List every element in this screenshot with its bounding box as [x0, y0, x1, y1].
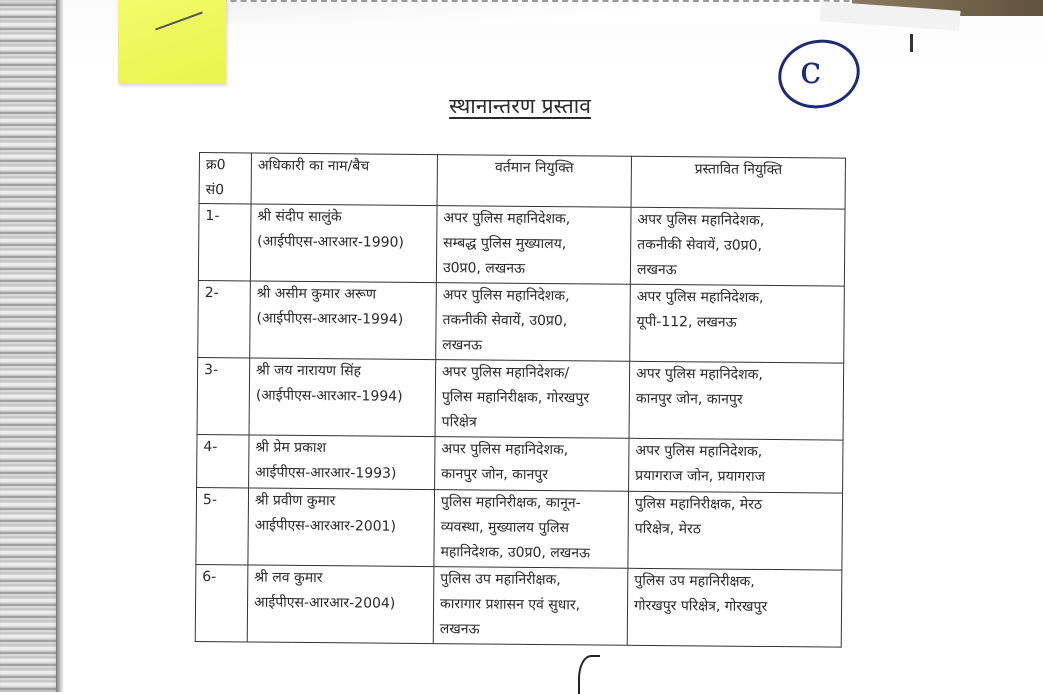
header-proposed-posting	[631, 156, 845, 209]
header-serial-line-1: क्र0	[205, 157, 226, 174]
officer-cell	[248, 488, 435, 567]
header-serial	[199, 153, 251, 204]
document-title: स्थानान्तरण प्रस्ताव	[449, 94, 591, 118]
proposed-posting-cell	[630, 284, 845, 363]
serial-cell: 6-	[195, 564, 248, 641]
cell-text: परिक्षेत्र, मेरठ	[634, 520, 701, 538]
header-current-label: वर्तमान नियुक्ति	[494, 159, 574, 177]
table-row	[195, 564, 842, 647]
cell-text: कानपुर जोन, कानपुर	[441, 466, 549, 484]
transfer-proposal-table	[195, 152, 846, 648]
table-row	[198, 280, 845, 363]
officer-cell	[250, 204, 437, 283]
serial-cell: 5-	[196, 487, 249, 564]
cell-text: प्रयागराज जोन, प्रयागराज	[635, 467, 766, 485]
cell-text: पुलिस महानिरीक्षक, कानून-	[440, 494, 581, 512]
cell-text: तकनीकी सेवायें, उ0प्र0,	[637, 236, 763, 254]
current-posting-cell	[436, 283, 631, 362]
proposed-posting-cell	[627, 568, 842, 647]
serial-cell: 1-	[198, 204, 251, 281]
margin-mark	[910, 34, 913, 52]
cell-text: सम्बद्ध पुलिस मुख्यालय,	[443, 235, 567, 253]
cell-text: गोरखपुर परिक्षेत्र, गोरखपुर	[633, 597, 768, 615]
cell-text: अपर पुलिस महानिदेशक/	[442, 364, 570, 382]
cell-text: व्यवस्था, मुख्यालय पुलिस	[440, 519, 570, 537]
officer-cell	[249, 358, 436, 437]
officer-name: श्री असीम कुमार अरूण	[256, 285, 377, 303]
handwritten-letter: c	[800, 48, 822, 92]
cell-text: महानिदेशक, उ0प्र0, लखनऊ	[440, 544, 591, 562]
cell-text: उ0प्र0, लखनऊ	[442, 260, 526, 277]
cell-text: पुलिस उप महानिरीक्षक,	[440, 571, 561, 589]
current-posting-cell	[433, 567, 628, 646]
officer-name: श्री संदीप सालुंके	[257, 208, 342, 226]
header-officer-label: अधिकारी का नाम/बैच	[257, 157, 370, 175]
officer-name: श्री प्रवीण कुमार	[254, 492, 336, 510]
current-posting-cell	[435, 360, 630, 439]
table-row	[197, 357, 844, 440]
cell-text: तकनीकी सेवायें, उ0प्र0,	[442, 312, 568, 330]
serial-cell: 3-	[197, 357, 250, 434]
cell-text: अपर पुलिस महानिदेशक,	[442, 287, 570, 305]
officer-batch: (आईपीएस-आरआर-1994)	[255, 387, 403, 405]
paper-top-edge	[120, 0, 920, 24]
table-header-row	[199, 153, 845, 210]
proposed-posting-cell	[629, 361, 844, 440]
cell-text: लखनऊ	[439, 621, 480, 638]
officer-cell	[249, 435, 435, 490]
sticky-note	[118, 0, 226, 84]
cell-text: पुलिस महानिरीक्षक, मेरठ	[634, 495, 763, 513]
table-row	[196, 487, 843, 570]
binder-shadow	[56, 0, 64, 692]
proposed-posting-cell	[630, 207, 845, 286]
serial-cell: 2-	[198, 280, 251, 357]
cell-text: अपर पुलिस महानिदेशक,	[443, 210, 571, 228]
header-serial-line-2: सं0	[205, 182, 225, 199]
handwritten-signature	[578, 655, 600, 694]
header-proposed-label: प्रस्तावित नियुक्ति	[694, 161, 783, 179]
binder-edge	[0, 0, 62, 692]
serial-cell: 4-	[197, 434, 249, 487]
cell-text: कारागार प्रशासन एवं सुधार,	[439, 596, 581, 614]
cell-text: अपर पुलिस महानिदेशक,	[635, 442, 763, 460]
cell-text: पुलिस महानिरीक्षक, गोरखपुर	[441, 389, 590, 407]
cell-text: पुलिस उप महानिरीक्षक,	[634, 572, 755, 590]
cell-text: अपर पुलिस महानिदेशक,	[636, 365, 763, 383]
cell-text: अपर पुलिस महानिदेशक,	[637, 211, 765, 229]
officer-cell	[250, 281, 437, 360]
current-posting-cell	[436, 206, 631, 285]
proposed-posting-cell	[629, 438, 843, 493]
cell-text: परिक्षेत्र	[441, 414, 477, 431]
header-officer	[251, 153, 437, 206]
officer-cell	[247, 565, 434, 644]
table-row	[198, 204, 845, 287]
officer-batch: आईपीएस-आरआर-2004)	[254, 594, 396, 612]
officer-batch: (आईपीएस-आरआर-1994)	[256, 310, 404, 328]
officer-batch: आईपीएस-आरआर-2001)	[254, 517, 397, 535]
officer-name: श्री जय नारायण सिंह	[256, 362, 362, 380]
current-posting-cell	[434, 490, 629, 569]
cell-text: कानपुर जोन, कानपुर	[635, 390, 743, 408]
cell-text: लखनऊ	[636, 261, 677, 279]
cell-text: यूपी-112, लखनऊ	[636, 313, 737, 331]
cell-text: अपर पुलिस महानिदेशक,	[636, 288, 764, 306]
cell-text: अपर पुलिस महानिदेशक,	[441, 441, 569, 459]
officer-name: श्री लव कुमार	[254, 569, 323, 587]
officer-batch: (आईपीएस-आरआर-1990)	[257, 233, 404, 251]
current-posting-cell	[435, 437, 629, 492]
officer-batch: आईपीएस-आरआर-1993)	[255, 464, 397, 482]
cell-text: लखनऊ	[442, 337, 483, 354]
officer-name: श्री प्रेम प्रकाश	[255, 439, 327, 457]
proposed-posting-cell	[628, 491, 843, 570]
table-row	[197, 434, 843, 493]
header-current-posting	[437, 155, 631, 208]
